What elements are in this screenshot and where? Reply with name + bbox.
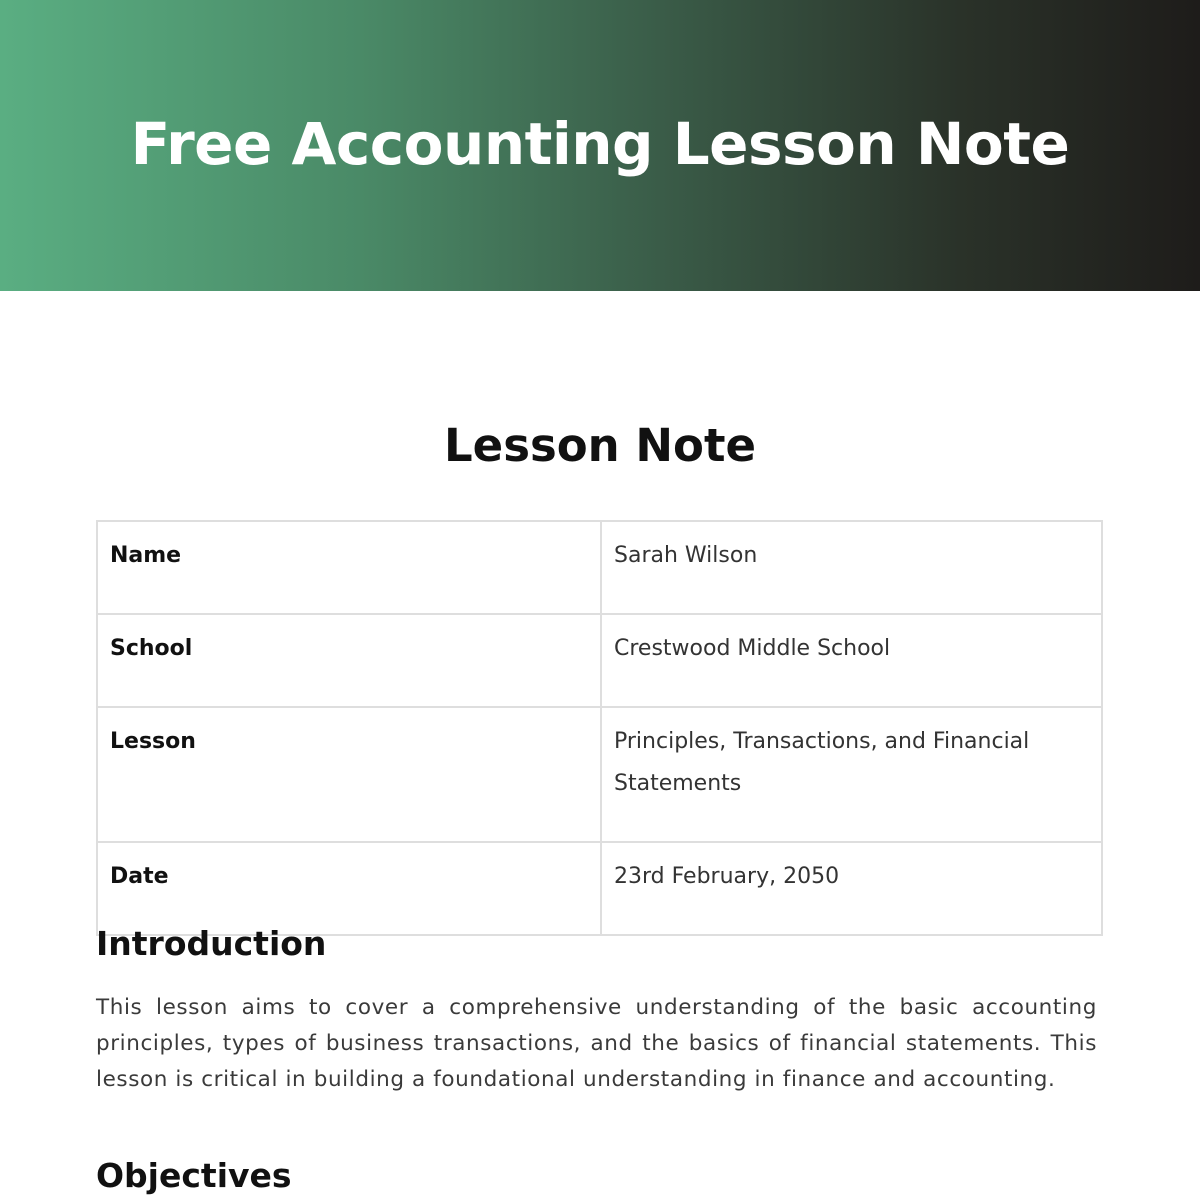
- table-row: [97, 707, 1102, 842]
- school-value: Crestwood Middle School: [601, 614, 1102, 707]
- banner-title: Free Accounting Lesson Note: [130, 110, 1070, 178]
- table-row: [97, 614, 1102, 707]
- lesson-label: Lesson: [97, 707, 601, 842]
- date-label: Date: [97, 842, 601, 935]
- school-label: School: [97, 614, 601, 707]
- lesson-value: Principles, Transactions, and Financial Statements: [601, 707, 1102, 842]
- name-value: Sarah Wilson: [601, 521, 1102, 614]
- table-row: [97, 521, 1102, 614]
- date-value: 23rd February, 2050: [601, 842, 1102, 935]
- introduction-text: This lesson aims to cover a comprehensive understanding of the basic accounting principles, types of business transactions, and the basics of financial statements. This lesson is critical in building a foundational understanding in finance and accounting.: [96, 995, 1097, 1092]
- header-banner: [0, 0, 1200, 291]
- objectives-heading: Objectives: [96, 1156, 292, 1195]
- lesson-info-table: [96, 520, 1103, 936]
- introduction-heading: Introduction: [96, 924, 327, 963]
- document-title: Lesson Note: [444, 419, 756, 472]
- table-row: [97, 842, 1102, 935]
- name-label: Name: [97, 521, 601, 614]
